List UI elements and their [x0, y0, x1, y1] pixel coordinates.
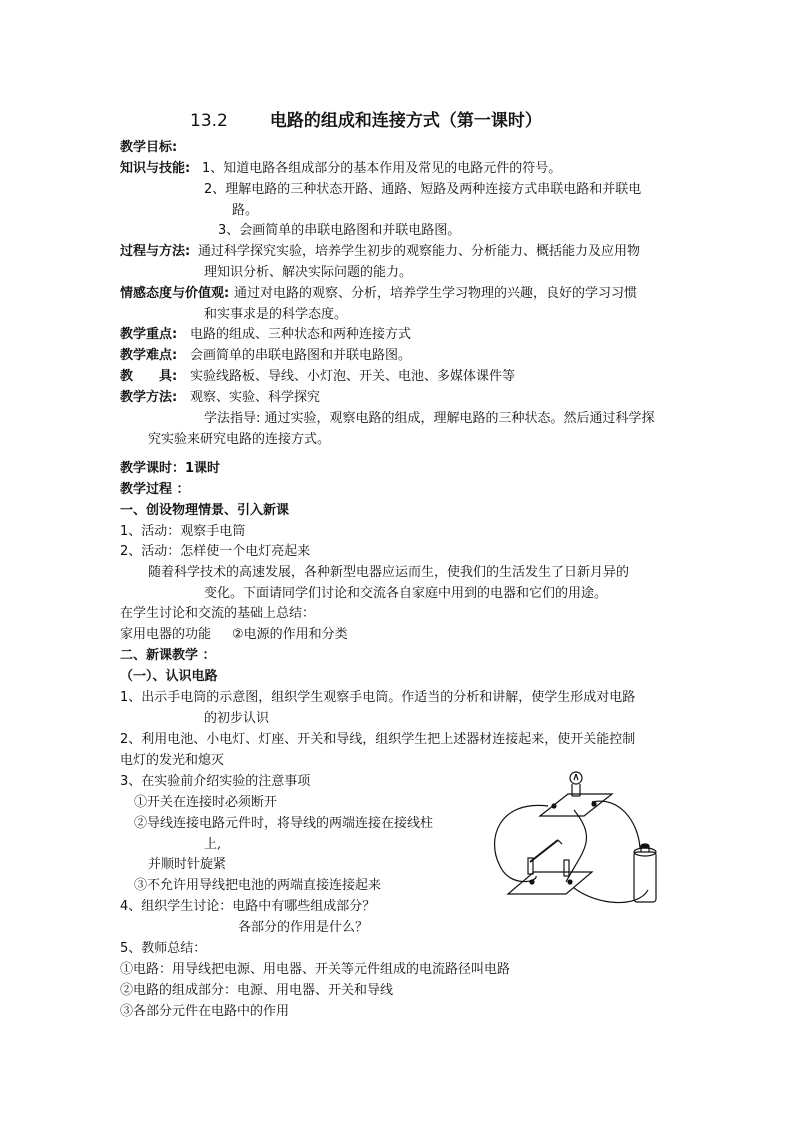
- difficulty-text: 会画简单的串联电路图和并联电路图。: [190, 348, 412, 363]
- part2-item-2-cont: 电灯的发光和熄灭: [120, 753, 225, 768]
- part2-item-5: 5、教师总结：: [120, 941, 207, 956]
- note-3: ③不允许用导线把电池的两端直接连接起来: [134, 878, 382, 893]
- title-text: 电路的组成和连接方式（第一课时）: [269, 111, 542, 131]
- learning-guide: 学法指导: 通过实验，观察电路的组成，理解电路的三种状态。然后通过科学探: [204, 411, 655, 426]
- part2-heading: 二、新课教学 ：: [120, 648, 216, 663]
- process-text-cont: 理知识分析、解决实际问题的能力。: [204, 265, 413, 280]
- knowledge-item-2-cont: 路。: [232, 203, 259, 218]
- part1-heading: 一、创设物理情景、引入新课: [120, 503, 290, 518]
- wire-lamp-to-battery: [592, 801, 640, 848]
- part2-item-3: 3、在实验前介绍实验的注意事项: [120, 774, 311, 789]
- focus-label: 教学重点:: [120, 327, 178, 342]
- process-text: 通过科学探究实验，培养学生初步的观察能力、分析能力、概括能力及应用物: [198, 244, 641, 259]
- summary-intro: 在学生讨论和交流的基础上总结：: [120, 606, 316, 621]
- tools-label: 教 具:: [120, 369, 178, 384]
- emotion-label: 情感态度与价值观:: [120, 286, 230, 301]
- knowledge-item-2: 2、理解电路的三种状态开路、通路、短路及两种连接方式串联电路和并联电: [204, 182, 642, 197]
- knowledge-item-3: 3、会画简单的串联电路图和并联电路图。: [218, 223, 461, 238]
- process-heading: 教学过程 ：: [120, 482, 190, 497]
- summary-item-1: 家用电器的功能: [120, 627, 212, 642]
- switch-icon: [528, 840, 569, 876]
- part1-item-2: 2、活动：怎样使一个电灯亮起来: [120, 544, 311, 559]
- knowledge-item-1: 1、知道电路各组成部分的基本作用及常见的电路元件的符号。: [202, 161, 562, 176]
- knowledge-label: 知识与技能:: [120, 161, 191, 176]
- summary-point-2: ②电路的组成部分：电源、用电器、开关和导线: [120, 983, 394, 998]
- section-number: 13.2: [190, 111, 228, 131]
- part2-item-4: 4、组织学生讨论：电路中有哪些组成部分？: [120, 899, 376, 914]
- note-2: ②导线连接电路元件时，将导线的两端连接在接线柱: [134, 816, 434, 831]
- note-2-end: 并顺时针旋紧: [148, 857, 227, 872]
- part2-item-1: 1、出示手电筒的示意图，组织学生观察手电筒。作适当的分析和讲解，使学生形成对电路: [120, 690, 636, 705]
- goals-heading: 教学目标:: [120, 140, 178, 155]
- lesson-hours: 教学课时：1课时: [120, 461, 221, 476]
- emotion-text: 通过对电路的观察、分析，培养学生学习物理的兴趣，良好的学习习惯: [234, 286, 638, 301]
- wire-switch-to-battery: [574, 888, 648, 903]
- wire-loop-left: [495, 805, 548, 881]
- method-label: 教学方法:: [120, 390, 178, 405]
- part2-item-1-cont: 的初步认识: [204, 711, 270, 726]
- part1-paragraph: 随着科学技术的高速发展，各种新型电器应运而生，使我们的生活发生了日新月异的: [148, 565, 630, 580]
- part2-item-2: 2、利用电池、小电灯、灯座、开关和导线，组织学生把上述器材连接起来，使开关能控制: [120, 732, 636, 747]
- tools-text: 实验线路板、导线、小灯泡、开关、电池、多媒体课件等: [190, 369, 516, 384]
- method-text: 观察、实验、科学探究: [190, 390, 321, 405]
- emotion-text-cont: 和实事求是的科学态度。: [204, 307, 348, 322]
- note-2-cont: 上,: [204, 837, 222, 852]
- part2-subheading: （一）、认识电路: [120, 669, 218, 684]
- bulb-icon: [570, 772, 582, 796]
- summary-item-2: ②电源的作用和分类: [232, 627, 348, 642]
- process-label: 过程与方法:: [120, 244, 191, 259]
- part1-item-1: 1、活动：观察手电筒: [120, 524, 246, 539]
- circuit-illustration: [488, 770, 668, 910]
- summary-point-1: ①电路：用导线把电源、用电器、开关等元件组成的电流路径叫电路: [120, 962, 511, 977]
- document-title: [190, 106, 542, 131]
- summary-point-3: ③各部分元件在电路中的作用: [120, 1004, 290, 1019]
- focus-text: 电路的组成、三种状态和两种连接方式: [190, 327, 412, 342]
- part2-item-4-cont: 各部分的作用是什么？: [238, 920, 369, 935]
- difficulty-label: 教学难点:: [120, 348, 178, 363]
- learning-guide-cont: 究实验来研究电路的连接方式。: [148, 432, 331, 447]
- part1-paragraph-cont: 变化。下面请同学们讨论和交流各自家庭中用到的电器和它们的用途。: [204, 586, 608, 601]
- note-1: ①开关在连接时必须断开: [134, 795, 278, 810]
- switch-board: [508, 872, 592, 894]
